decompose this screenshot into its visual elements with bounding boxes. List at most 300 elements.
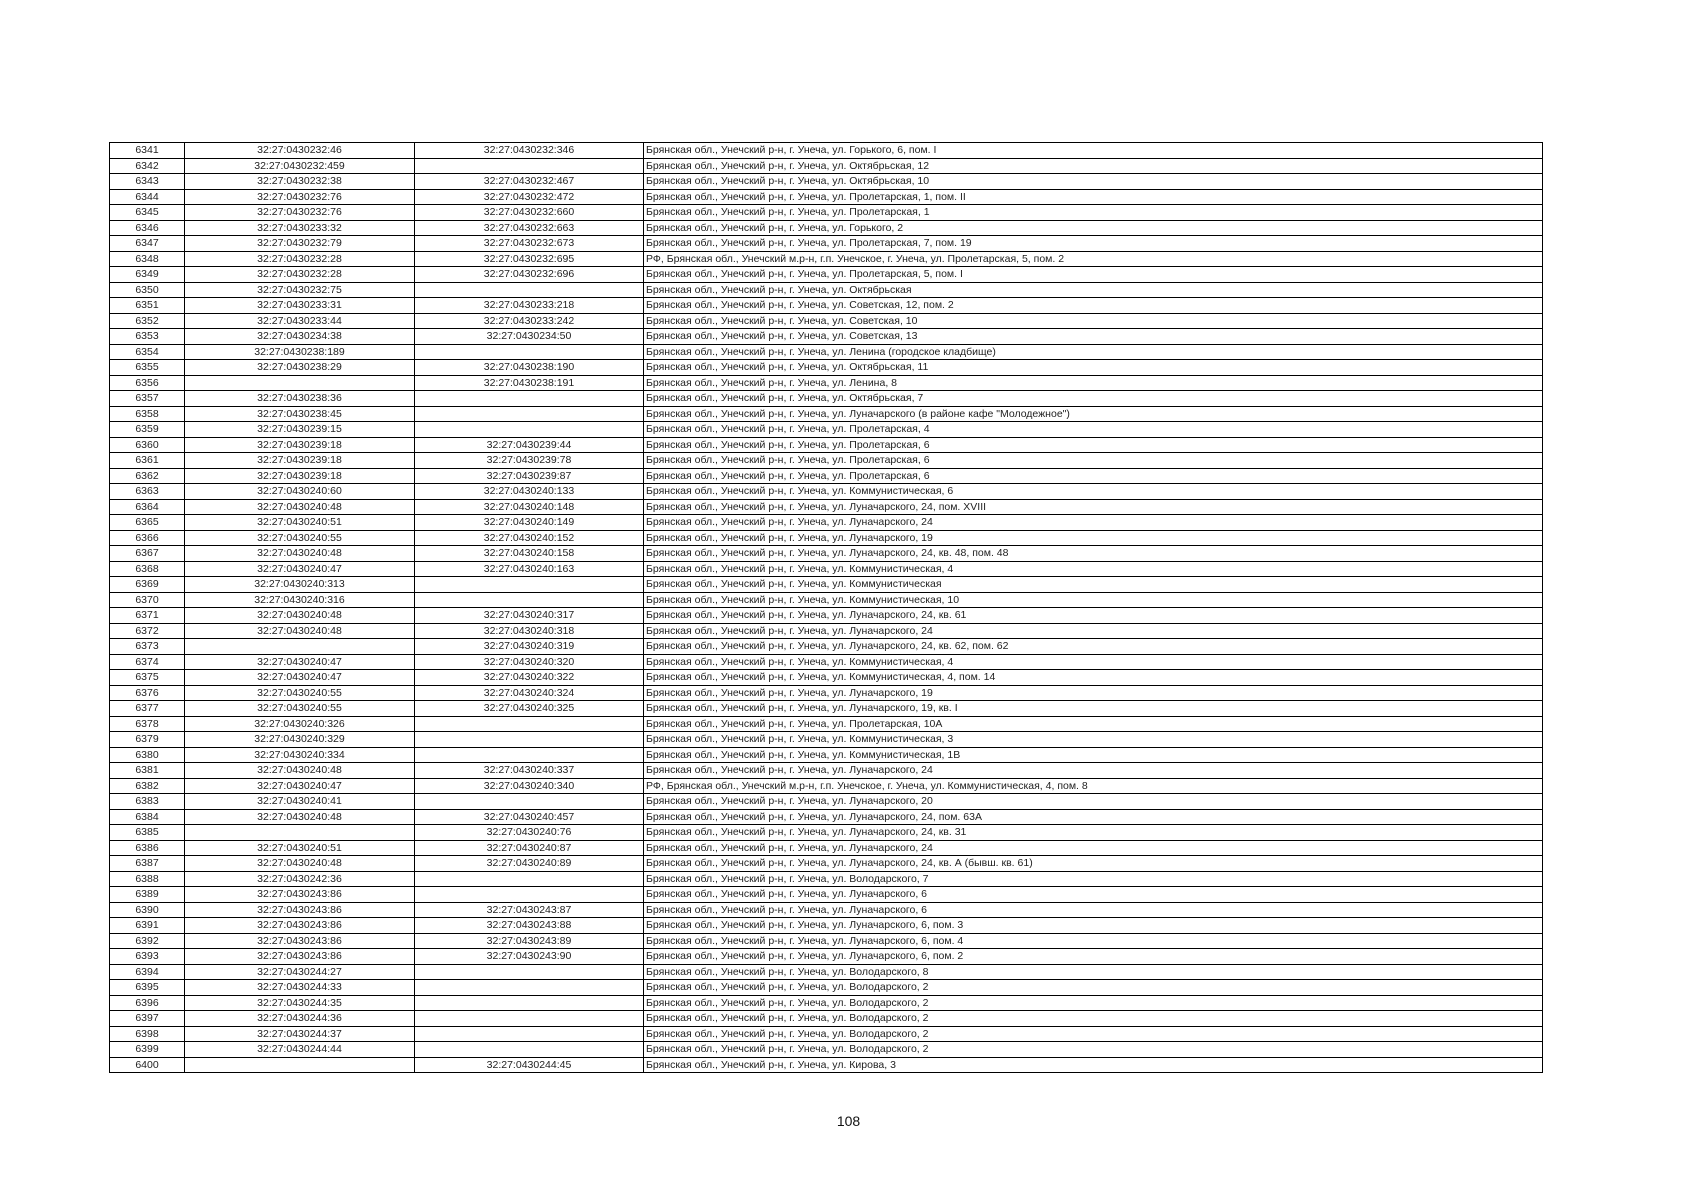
cadastral-number-cell: 32:27:0430239:18 bbox=[185, 453, 415, 469]
address-cell: Брянская обл., Унечский р-н, г. Унеча, ул. Луначарского, 6 bbox=[644, 902, 1543, 918]
cadastral-number-cell: 32:27:0430242:36 bbox=[185, 871, 415, 887]
table-row bbox=[110, 344, 1543, 360]
cadastral-number-cell: 32:27:0430240:48 bbox=[185, 623, 415, 639]
cadastral-number-cell: 32:27:0430243:86 bbox=[185, 887, 415, 903]
table-row bbox=[110, 902, 1543, 918]
cadastral-number-cell: 32:27:0430233:32 bbox=[185, 220, 415, 236]
cadastral-number-cell: 32:27:0430240:55 bbox=[185, 530, 415, 546]
table-row bbox=[110, 670, 1543, 686]
table-row bbox=[110, 546, 1543, 562]
table-row bbox=[110, 887, 1543, 903]
object-cadastral-number-cell: 32:27:0430240:317 bbox=[415, 608, 644, 624]
table-row bbox=[110, 298, 1543, 314]
table-row bbox=[110, 1026, 1543, 1042]
object-cadastral-number-cell: 32:27:0430240:149 bbox=[415, 515, 644, 531]
cadastral-number-cell: 32:27:0430240:313 bbox=[185, 577, 415, 593]
table-row bbox=[110, 623, 1543, 639]
address-cell: Брянская обл., Унечский р-н, г. Унеча, ул. Володарского, 2 bbox=[644, 995, 1543, 1011]
cadastral-number-cell: 32:27:0430232:76 bbox=[185, 205, 415, 221]
address-cell: Брянская обл., Унечский р-н, г. Унеча, ул. Луначарского, 24 bbox=[644, 840, 1543, 856]
cadastral-number-cell: 32:27:0430243:86 bbox=[185, 902, 415, 918]
row-number-cell: 6372 bbox=[110, 623, 185, 639]
object-cadastral-number-cell: 32:27:0430240:133 bbox=[415, 484, 644, 500]
object-cadastral-number-cell: 32:27:0430240:340 bbox=[415, 778, 644, 794]
object-cadastral-number-cell: 32:27:0430240:158 bbox=[415, 546, 644, 562]
row-number-cell: 6383 bbox=[110, 794, 185, 810]
address-cell: Брянская обл., Унечский р-н, г. Унеча, ул. Октябрьская, 7 bbox=[644, 391, 1543, 407]
address-cell: Брянская обл., Унечский р-н, г. Унеча, ул. Луначарского, 19 bbox=[644, 530, 1543, 546]
table-row bbox=[110, 220, 1543, 236]
object-cadastral-number-cell bbox=[415, 794, 644, 810]
table-row bbox=[110, 1042, 1543, 1058]
cadastral-number-cell: 32:27:0430240:47 bbox=[185, 778, 415, 794]
table-row bbox=[110, 809, 1543, 825]
row-number-cell: 6365 bbox=[110, 515, 185, 531]
row-number-cell: 6396 bbox=[110, 995, 185, 1011]
object-cadastral-number-cell bbox=[415, 158, 644, 174]
table-row bbox=[110, 732, 1543, 748]
address-cell: Брянская обл., Унечский р-н, г. Унеча, ул. Ленина, 8 bbox=[644, 375, 1543, 391]
cadastral-number-cell: 32:27:0430240:48 bbox=[185, 856, 415, 872]
row-number-cell: 6378 bbox=[110, 716, 185, 732]
cadastral-number-cell: 32:27:0430240:48 bbox=[185, 608, 415, 624]
address-cell: Брянская обл., Унечский р-н, г. Унеча, ул. Луначарского, 20 bbox=[644, 794, 1543, 810]
row-number-cell: 6382 bbox=[110, 778, 185, 794]
table-row bbox=[110, 360, 1543, 376]
address-cell: Брянская обл., Унечский р-н, г. Унеча, ул. Ленина (городское кладбище) bbox=[644, 344, 1543, 360]
cadastral-number-cell: 32:27:0430232:79 bbox=[185, 236, 415, 252]
address-cell: Брянская обл., Унечский р-н, г. Унеча, ул. Коммунистическая, 3 bbox=[644, 732, 1543, 748]
address-cell: Брянская обл., Унечский р-н, г. Унеча, ул. Луначарского, 24, пом. 63А bbox=[644, 809, 1543, 825]
address-cell: Брянская обл., Унечский р-н, г. Унеча, ул. Советская, 10 bbox=[644, 313, 1543, 329]
table-row bbox=[110, 205, 1543, 221]
table-row bbox=[110, 189, 1543, 205]
table-row bbox=[110, 375, 1543, 391]
row-number-cell: 6361 bbox=[110, 453, 185, 469]
address-cell: Брянская обл., Унечский р-н, г. Унеча, ул. Володарского, 8 bbox=[644, 964, 1543, 980]
object-cadastral-number-cell: 32:27:0430240:322 bbox=[415, 670, 644, 686]
table-row bbox=[110, 949, 1543, 965]
address-cell: Брянская обл., Унечский р-н, г. Унеча, ул. Пролетарская, 6 bbox=[644, 437, 1543, 453]
row-number-cell: 6381 bbox=[110, 763, 185, 779]
address-cell: Брянская обл., Унечский р-н, г. Унеча, ул. Коммунистическая, 4, пом. 14 bbox=[644, 670, 1543, 686]
row-number-cell: 6362 bbox=[110, 468, 185, 484]
object-cadastral-number-cell: 32:27:0430240:76 bbox=[415, 825, 644, 841]
table-row bbox=[110, 763, 1543, 779]
table-row bbox=[110, 422, 1543, 438]
object-cadastral-number-cell: 32:27:0430239:87 bbox=[415, 468, 644, 484]
table-row bbox=[110, 701, 1543, 717]
table-row bbox=[110, 980, 1543, 996]
cadastral-number-cell: 32:27:0430232:75 bbox=[185, 282, 415, 298]
cadastral-number-cell: 32:27:0430240:60 bbox=[185, 484, 415, 500]
table-row bbox=[110, 747, 1543, 763]
row-number-cell: 6390 bbox=[110, 902, 185, 918]
row-number-cell: 6398 bbox=[110, 1026, 185, 1042]
address-cell: Брянская обл., Унечский р-н, г. Унеча, ул. Володарского, 2 bbox=[644, 1011, 1543, 1027]
cadastral-number-cell: 32:27:0430240:41 bbox=[185, 794, 415, 810]
cadastral-number-cell: 32:27:0430240:47 bbox=[185, 654, 415, 670]
row-number-cell: 6377 bbox=[110, 701, 185, 717]
object-cadastral-number-cell: 32:27:0430233:242 bbox=[415, 313, 644, 329]
address-cell: Брянская обл., Унечский р-н, г. Унеча, ул. Советская, 12, пом. 2 bbox=[644, 298, 1543, 314]
cadastral-number-cell: 32:27:0430238:36 bbox=[185, 391, 415, 407]
cadastral-number-cell: 32:27:0430233:31 bbox=[185, 298, 415, 314]
address-cell: Брянская обл., Унечский р-н, г. Унеча, ул. Коммунистическая, 6 bbox=[644, 484, 1543, 500]
address-cell: Брянская обл., Унечский р-н, г. Унеча, ул. Коммунистическая bbox=[644, 577, 1543, 593]
object-cadastral-number-cell bbox=[415, 995, 644, 1011]
cadastral-number-cell: 32:27:0430240:334 bbox=[185, 747, 415, 763]
object-cadastral-number-cell: 32:27:0430232:663 bbox=[415, 220, 644, 236]
table-row bbox=[110, 313, 1543, 329]
row-number-cell: 6353 bbox=[110, 329, 185, 345]
cadastral-number-cell: 32:27:0430240:51 bbox=[185, 840, 415, 856]
address-cell: Брянская обл., Унечский р-н, г. Унеча, ул. Луначарского, 24, кв. 48, пом. 48 bbox=[644, 546, 1543, 562]
object-cadastral-number-cell: 32:27:0430239:44 bbox=[415, 437, 644, 453]
object-cadastral-number-cell: 32:27:0430234:50 bbox=[415, 329, 644, 345]
address-cell: Брянская обл., Унечский р-н, г. Унеча, ул. Володарского, 2 bbox=[644, 980, 1543, 996]
cadastral-number-cell: 32:27:0430240:55 bbox=[185, 701, 415, 717]
row-number-cell: 6386 bbox=[110, 840, 185, 856]
object-cadastral-number-cell: 32:27:0430232:467 bbox=[415, 174, 644, 190]
row-number-cell: 6393 bbox=[110, 949, 185, 965]
address-cell: Брянская обл., Унечский р-н, г. Унеча, ул. Пролетарская, 1 bbox=[644, 205, 1543, 221]
object-cadastral-number-cell: 32:27:0430232:695 bbox=[415, 251, 644, 267]
object-cadastral-number-cell bbox=[415, 344, 644, 360]
table-row bbox=[110, 778, 1543, 794]
cadastral-number-cell bbox=[185, 1057, 415, 1073]
cadastral-number-cell: 32:27:0430238:45 bbox=[185, 406, 415, 422]
object-cadastral-number-cell bbox=[415, 406, 644, 422]
cadastral-number-cell: 32:27:0430240:48 bbox=[185, 499, 415, 515]
table-row bbox=[110, 964, 1543, 980]
object-cadastral-number-cell bbox=[415, 716, 644, 732]
address-cell: Брянская обл., Унечский р-н, г. Унеча, ул. Луначарского, 24, кв. 62, пом. 62 bbox=[644, 639, 1543, 655]
row-number-cell: 6351 bbox=[110, 298, 185, 314]
cadastral-number-cell: 32:27:0430244:44 bbox=[185, 1042, 415, 1058]
object-cadastral-number-cell: 32:27:0430240:457 bbox=[415, 809, 644, 825]
table-row bbox=[110, 282, 1543, 298]
address-cell: Брянская обл., Унечский р-н, г. Унеча, ул. Луначарского, 24, кв. 61 bbox=[644, 608, 1543, 624]
row-number-cell: 6359 bbox=[110, 422, 185, 438]
registry-table bbox=[109, 142, 1543, 1073]
object-cadastral-number-cell: 32:27:0430244:45 bbox=[415, 1057, 644, 1073]
object-cadastral-number-cell: 32:27:0430232:673 bbox=[415, 236, 644, 252]
row-number-cell: 6341 bbox=[110, 143, 185, 159]
object-cadastral-number-cell: 32:27:0430243:88 bbox=[415, 918, 644, 934]
object-cadastral-number-cell bbox=[415, 964, 644, 980]
table-row bbox=[110, 639, 1543, 655]
table-row bbox=[110, 577, 1543, 593]
row-number-cell: 6384 bbox=[110, 809, 185, 825]
row-number-cell: 6395 bbox=[110, 980, 185, 996]
address-cell: Брянская обл., Унечский р-н, г. Унеча, ул. Пролетарская, 4 bbox=[644, 422, 1543, 438]
cadastral-number-cell: 32:27:0430244:27 bbox=[185, 964, 415, 980]
address-cell: Брянская обл., Унечский р-н, г. Унеча, ул. Коммунистическая, 1В bbox=[644, 747, 1543, 763]
table-row bbox=[110, 406, 1543, 422]
address-cell: Брянская обл., Унечский р-н, г. Унеча, ул. Луначарского, 6 bbox=[644, 887, 1543, 903]
address-cell: Брянская обл., Унечский р-н, г. Унеча, ул. Горького, 6, пом. I bbox=[644, 143, 1543, 159]
row-number-cell: 6368 bbox=[110, 561, 185, 577]
table-row bbox=[110, 236, 1543, 252]
address-cell: Брянская обл., Унечский р-н, г. Унеча, ул. Пролетарская, 7, пом. 19 bbox=[644, 236, 1543, 252]
object-cadastral-number-cell: 32:27:0430240:325 bbox=[415, 701, 644, 717]
row-number-cell: 6394 bbox=[110, 964, 185, 980]
object-cadastral-number-cell: 32:27:0430240:320 bbox=[415, 654, 644, 670]
row-number-cell: 6366 bbox=[110, 530, 185, 546]
address-cell: РФ, Брянская обл., Унечский м.р-н, г.п. Унечское, г. Унеча, ул. Коммунистическая, 4, пом. 8 bbox=[644, 778, 1543, 794]
row-number-cell: 6388 bbox=[110, 871, 185, 887]
address-cell: Брянская обл., Унечский р-н, г. Унеча, ул. Володарского, 2 bbox=[644, 1026, 1543, 1042]
address-cell: Брянская обл., Унечский р-н, г. Унеча, ул. Коммунистическая, 10 bbox=[644, 592, 1543, 608]
object-cadastral-number-cell: 32:27:0430239:78 bbox=[415, 453, 644, 469]
object-cadastral-number-cell bbox=[415, 577, 644, 593]
table-row bbox=[110, 716, 1543, 732]
cadastral-number-cell: 32:27:0430240:47 bbox=[185, 561, 415, 577]
row-number-cell: 6369 bbox=[110, 577, 185, 593]
address-cell: Брянская обл., Унечский р-н, г. Унеча, ул. Володарского, 7 bbox=[644, 871, 1543, 887]
table-row bbox=[110, 995, 1543, 1011]
object-cadastral-number-cell bbox=[415, 282, 644, 298]
object-cadastral-number-cell: 32:27:0430240:148 bbox=[415, 499, 644, 515]
address-cell: Брянская обл., Унечский р-н, г. Унеча, ул. Октябрьская, 10 bbox=[644, 174, 1543, 190]
object-cadastral-number-cell: 32:27:0430238:190 bbox=[415, 360, 644, 376]
address-cell: Брянская обл., Унечский р-н, г. Унеча, ул. Луначарского, 19 bbox=[644, 685, 1543, 701]
address-cell: Брянская обл., Унечский р-н, г. Унеча, ул. Горького, 2 bbox=[644, 220, 1543, 236]
row-number-cell: 6387 bbox=[110, 856, 185, 872]
cadastral-number-cell: 32:27:0430234:38 bbox=[185, 329, 415, 345]
row-number-cell: 6399 bbox=[110, 1042, 185, 1058]
cadastral-number-cell: 32:27:0430244:37 bbox=[185, 1026, 415, 1042]
table-row bbox=[110, 1057, 1543, 1073]
address-cell: Брянская обл., Унечский р-н, г. Унеча, ул. Советская, 13 bbox=[644, 329, 1543, 345]
address-cell: Брянская обл., Унечский р-н, г. Унеча, ул. Володарского, 2 bbox=[644, 1042, 1543, 1058]
table-row bbox=[110, 856, 1543, 872]
object-cadastral-number-cell: 32:27:0430233:218 bbox=[415, 298, 644, 314]
row-number-cell: 6354 bbox=[110, 344, 185, 360]
object-cadastral-number-cell bbox=[415, 1026, 644, 1042]
table-row bbox=[110, 871, 1543, 887]
row-number-cell: 6375 bbox=[110, 670, 185, 686]
object-cadastral-number-cell: 32:27:0430240:324 bbox=[415, 685, 644, 701]
object-cadastral-number-cell: 32:27:0430240:87 bbox=[415, 840, 644, 856]
address-cell: Брянская обл., Унечский р-н, г. Унеча, ул. Пролетарская, 6 bbox=[644, 453, 1543, 469]
cadastral-number-cell: 32:27:0430232:76 bbox=[185, 189, 415, 205]
address-cell: Брянская обл., Унечский р-н, г. Унеча, ул. Пролетарская, 5, пом. I bbox=[644, 267, 1543, 283]
address-cell: Брянская обл., Унечский р-н, г. Унеча, ул. Луначарского, 6, пом. 2 bbox=[644, 949, 1543, 965]
cadastral-number-cell: 32:27:0430232:38 bbox=[185, 174, 415, 190]
table-row bbox=[110, 530, 1543, 546]
table-row bbox=[110, 453, 1543, 469]
object-cadastral-number-cell: 32:27:0430243:87 bbox=[415, 902, 644, 918]
table-row bbox=[110, 608, 1543, 624]
address-cell: РФ, Брянская обл., Унечский м.р-н, г.п. Унечское, г. Унеча, ул. Пролетарская, 5, пом. 2 bbox=[644, 251, 1543, 267]
address-cell: Брянская обл., Унечский р-н, г. Унеча, ул. Луначарского, 6, пом. 3 bbox=[644, 918, 1543, 934]
object-cadastral-number-cell: 32:27:0430240:163 bbox=[415, 561, 644, 577]
address-cell: Брянская обл., Унечский р-н, г. Унеча, ул. Октябрьская bbox=[644, 282, 1543, 298]
address-cell: Брянская обл., Унечский р-н, г. Унеча, ул. Коммунистическая, 4 bbox=[644, 561, 1543, 577]
cadastral-number-cell: 32:27:0430240:48 bbox=[185, 809, 415, 825]
cadastral-number-cell: 32:27:0430233:44 bbox=[185, 313, 415, 329]
row-number-cell: 6392 bbox=[110, 933, 185, 949]
row-number-cell: 6342 bbox=[110, 158, 185, 174]
table-row bbox=[110, 174, 1543, 190]
cadastral-number-cell: 32:27:0430244:35 bbox=[185, 995, 415, 1011]
table-row bbox=[110, 158, 1543, 174]
cadastral-number-cell: 32:27:0430243:86 bbox=[185, 918, 415, 934]
object-cadastral-number-cell bbox=[415, 1011, 644, 1027]
row-number-cell: 6346 bbox=[110, 220, 185, 236]
cadastral-number-cell: 32:27:0430232:28 bbox=[185, 267, 415, 283]
row-number-cell: 6367 bbox=[110, 546, 185, 562]
table-row bbox=[110, 251, 1543, 267]
row-number-cell: 6344 bbox=[110, 189, 185, 205]
row-number-cell: 6347 bbox=[110, 236, 185, 252]
row-number-cell: 6350 bbox=[110, 282, 185, 298]
table-row bbox=[110, 654, 1543, 670]
cadastral-number-cell: 32:27:0430244:33 bbox=[185, 980, 415, 996]
table-row bbox=[110, 267, 1543, 283]
row-number-cell: 6358 bbox=[110, 406, 185, 422]
table-row bbox=[110, 329, 1543, 345]
row-number-cell: 6389 bbox=[110, 887, 185, 903]
object-cadastral-number-cell bbox=[415, 871, 644, 887]
address-cell: Брянская обл., Унечский р-н, г. Унеча, ул. Луначарского, 19, кв. I bbox=[644, 701, 1543, 717]
address-cell: Брянская обл., Унечский р-н, г. Унеча, ул. Пролетарская, 1, пом. II bbox=[644, 189, 1543, 205]
cadastral-number-cell: 32:27:0430238:29 bbox=[185, 360, 415, 376]
table-row bbox=[110, 685, 1543, 701]
object-cadastral-number-cell: 32:27:0430232:472 bbox=[415, 189, 644, 205]
table-row bbox=[110, 484, 1543, 500]
object-cadastral-number-cell bbox=[415, 592, 644, 608]
address-cell: Брянская обл., Унечский р-н, г. Унеча, ул. Кирова, 3 bbox=[644, 1057, 1543, 1073]
address-cell: Брянская обл., Унечский р-н, г. Унеча, ул. Коммунистическая, 4 bbox=[644, 654, 1543, 670]
row-number-cell: 6357 bbox=[110, 391, 185, 407]
table-row bbox=[110, 1011, 1543, 1027]
row-number-cell: 6380 bbox=[110, 747, 185, 763]
object-cadastral-number-cell: 32:27:0430240:318 bbox=[415, 623, 644, 639]
address-cell: Брянская обл., Унечский р-н, г. Унеча, ул. Октябрьская, 12 bbox=[644, 158, 1543, 174]
cadastral-number-cell bbox=[185, 375, 415, 391]
cadastral-number-cell: 32:27:0430239:18 bbox=[185, 468, 415, 484]
row-number-cell: 6400 bbox=[110, 1057, 185, 1073]
row-number-cell: 6397 bbox=[110, 1011, 185, 1027]
object-cadastral-number-cell bbox=[415, 732, 644, 748]
object-cadastral-number-cell: 32:27:0430240:89 bbox=[415, 856, 644, 872]
row-number-cell: 6352 bbox=[110, 313, 185, 329]
cadastral-number-cell: 32:27:0430232:46 bbox=[185, 143, 415, 159]
cadastral-number-cell: 32:27:0430240:47 bbox=[185, 670, 415, 686]
cadastral-number-cell: 32:27:0430240:316 bbox=[185, 592, 415, 608]
cadastral-number-cell: 32:27:0430244:36 bbox=[185, 1011, 415, 1027]
cadastral-number-cell: 32:27:0430240:326 bbox=[185, 716, 415, 732]
table-row bbox=[110, 561, 1543, 577]
row-number-cell: 6371 bbox=[110, 608, 185, 624]
row-number-cell: 6391 bbox=[110, 918, 185, 934]
table-row bbox=[110, 592, 1543, 608]
table-row bbox=[110, 391, 1543, 407]
row-number-cell: 6348 bbox=[110, 251, 185, 267]
cadastral-number-cell: 32:27:0430240:51 bbox=[185, 515, 415, 531]
registry-table-body bbox=[110, 143, 1543, 1073]
row-number-cell: 6376 bbox=[110, 685, 185, 701]
table-row bbox=[110, 918, 1543, 934]
cadastral-number-cell: 32:27:0430243:86 bbox=[185, 949, 415, 965]
object-cadastral-number-cell bbox=[415, 980, 644, 996]
table-row bbox=[110, 840, 1543, 856]
cadastral-number-cell: 32:27:0430232:459 bbox=[185, 158, 415, 174]
object-cadastral-number-cell bbox=[415, 887, 644, 903]
address-cell: Брянская обл., Унечский р-н, г. Унеча, ул. Луначарского, 24, пом. XVIII bbox=[644, 499, 1543, 515]
page-number: 108 bbox=[836, 1113, 861, 1129]
row-number-cell: 6379 bbox=[110, 732, 185, 748]
object-cadastral-number-cell: 32:27:0430240:337 bbox=[415, 763, 644, 779]
object-cadastral-number-cell: 32:27:0430238:191 bbox=[415, 375, 644, 391]
cadastral-number-cell: 32:27:0430232:28 bbox=[185, 251, 415, 267]
row-number-cell: 6356 bbox=[110, 375, 185, 391]
address-cell: Брянская обл., Унечский р-н, г. Унеча, ул. Пролетарская, 10А bbox=[644, 716, 1543, 732]
object-cadastral-number-cell: 32:27:0430232:346 bbox=[415, 143, 644, 159]
row-number-cell: 6373 bbox=[110, 639, 185, 655]
object-cadastral-number-cell bbox=[415, 747, 644, 763]
address-cell: Брянская обл., Унечский р-н, г. Унеча, ул. Луначарского, 24 bbox=[644, 515, 1543, 531]
cadastral-number-cell bbox=[185, 825, 415, 841]
cadastral-number-cell: 32:27:0430240:48 bbox=[185, 546, 415, 562]
cadastral-number-cell: 32:27:0430240:48 bbox=[185, 763, 415, 779]
row-number-cell: 6363 bbox=[110, 484, 185, 500]
table-row bbox=[110, 515, 1543, 531]
cadastral-number-cell bbox=[185, 639, 415, 655]
object-cadastral-number-cell: 32:27:0430240:152 bbox=[415, 530, 644, 546]
object-cadastral-number-cell bbox=[415, 422, 644, 438]
cadastral-number-cell: 32:27:0430239:18 bbox=[185, 437, 415, 453]
table-row bbox=[110, 143, 1543, 159]
row-number-cell: 6374 bbox=[110, 654, 185, 670]
object-cadastral-number-cell: 32:27:0430232:660 bbox=[415, 205, 644, 221]
row-number-cell: 6345 bbox=[110, 205, 185, 221]
table-row bbox=[110, 825, 1543, 841]
row-number-cell: 6364 bbox=[110, 499, 185, 515]
object-cadastral-number-cell: 32:27:0430243:89 bbox=[415, 933, 644, 949]
object-cadastral-number-cell bbox=[415, 391, 644, 407]
cadastral-number-cell: 32:27:0430240:329 bbox=[185, 732, 415, 748]
row-number-cell: 6360 bbox=[110, 437, 185, 453]
row-number-cell: 6355 bbox=[110, 360, 185, 376]
address-cell: Брянская обл., Унечский р-н, г. Унеча, ул. Луначарского, 24, кв. 31 bbox=[644, 825, 1543, 841]
cadastral-number-cell: 32:27:0430243:86 bbox=[185, 933, 415, 949]
address-cell: Брянская обл., Унечский р-н, г. Унеча, ул. Луначарского, 6, пом. 4 bbox=[644, 933, 1543, 949]
cadastral-number-cell: 32:27:0430239:15 bbox=[185, 422, 415, 438]
row-number-cell: 6343 bbox=[110, 174, 185, 190]
row-number-cell: 6385 bbox=[110, 825, 185, 841]
table-row bbox=[110, 499, 1543, 515]
cadastral-number-cell: 32:27:0430238:189 bbox=[185, 344, 415, 360]
address-cell: Брянская обл., Унечский р-н, г. Унеча, ул. Луначарского, 24, кв. А (бывш. кв. 61) bbox=[644, 856, 1543, 872]
object-cadastral-number-cell: 32:27:0430240:319 bbox=[415, 639, 644, 655]
object-cadastral-number-cell bbox=[415, 1042, 644, 1058]
cadastral-number-cell: 32:27:0430240:55 bbox=[185, 685, 415, 701]
table-row bbox=[110, 468, 1543, 484]
table-row bbox=[110, 794, 1543, 810]
table-row bbox=[110, 933, 1543, 949]
table-row bbox=[110, 437, 1543, 453]
address-cell: Брянская обл., Унечский р-н, г. Унеча, ул. Пролетарская, 6 bbox=[644, 468, 1543, 484]
object-cadastral-number-cell: 32:27:0430243:90 bbox=[415, 949, 644, 965]
address-cell: Брянская обл., Унечский р-н, г. Унеча, ул. Луначарского, 24 bbox=[644, 623, 1543, 639]
address-cell: Брянская обл., Унечский р-н, г. Унеча, ул. Октябрьская, 11 bbox=[644, 360, 1543, 376]
address-cell: Брянская обл., Унечский р-н, г. Унеча, ул. Луначарского (в районе кафе "Молодежное") bbox=[644, 406, 1543, 422]
object-cadastral-number-cell: 32:27:0430232:696 bbox=[415, 267, 644, 283]
